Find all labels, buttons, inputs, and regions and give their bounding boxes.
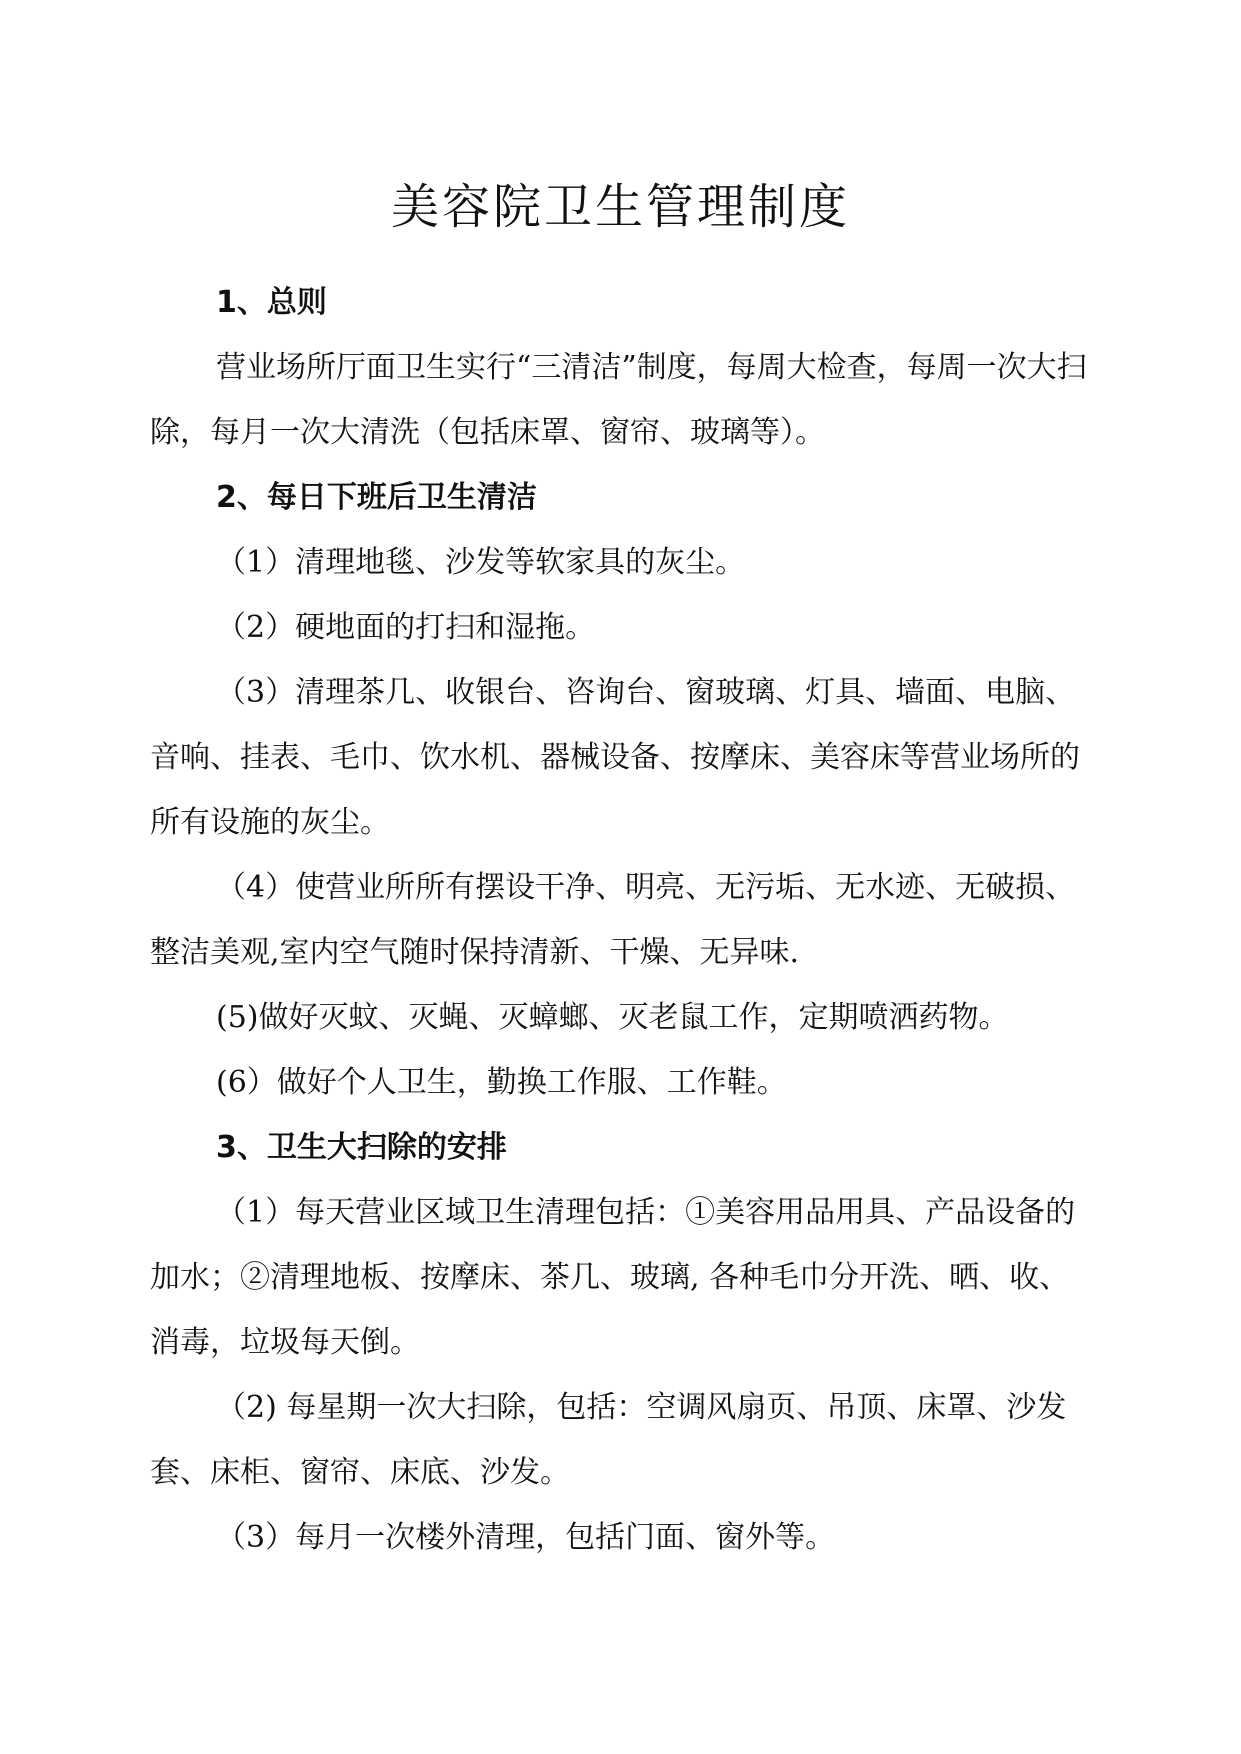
paragraph-daily-5: (5)做好灭蚊、灭蝇、灭蟑螂、灭老鼠工作，定期喷洒药物。: [216, 1000, 1009, 1035]
paragraph-daily-3: （3）清理茶几、收银台、咨询台、窗玻璃、灯具、墙面、电脑、音响、挂表、毛巾、饮水机、器械设备、按摩床、美容床等营业场所的所有设施的灰尘。: [150, 675, 1080, 840]
document-title: 美容院卫生管理制度: [390, 179, 850, 235]
paragraph-major-3: （3）每月一次楼外清理，包括门面、窗外等。: [216, 1520, 836, 1555]
paragraph-general: 营业场所厅面卫生实行“三清洁”制度，每周大检查，每周一次大扫除，每月一次大清洗（包括床罩、窗帘、玻璃等）。: [150, 350, 1087, 450]
paragraph-daily-1: （1）清理地毯、沙发等软家具的灰尘。: [216, 545, 746, 580]
paragraph-daily-6: (6）做好个人卫生，勤换工作服、工作鞋。: [216, 1065, 787, 1100]
paragraph-daily-2: （2）硬地面的打扫和湿拖。: [216, 610, 596, 645]
section-heading-general: 1、总则: [216, 285, 327, 320]
document-body: [150, 270, 1095, 1570]
section-heading-daily-cleaning: 2、每日下班后卫生清洁: [216, 480, 537, 515]
paragraph-major-2: （2) 每星期一次大扫除，包括：空调风扇页、吊顶、床罩、沙发套、床柜、窗帘、床底、沙发。: [150, 1390, 1067, 1490]
paragraph-major-1: （1）每天营业区域卫生清理包括：①美容用品用具、产品设备的加水；②清理地板、按摩床、茶几、玻璃, 各种毛巾分开洗、晒、收、消毒，垃圾每天倒。: [150, 1195, 1076, 1360]
section-heading-major-cleaning: 3、卫生大扫除的安排: [216, 1130, 507, 1165]
paragraph-daily-4: （4）使营业所所有摆设干净、明亮、无污垢、无水迹、无破损、整洁美观,室内空气随时保持清新、干燥、无异味.: [150, 870, 1076, 970]
